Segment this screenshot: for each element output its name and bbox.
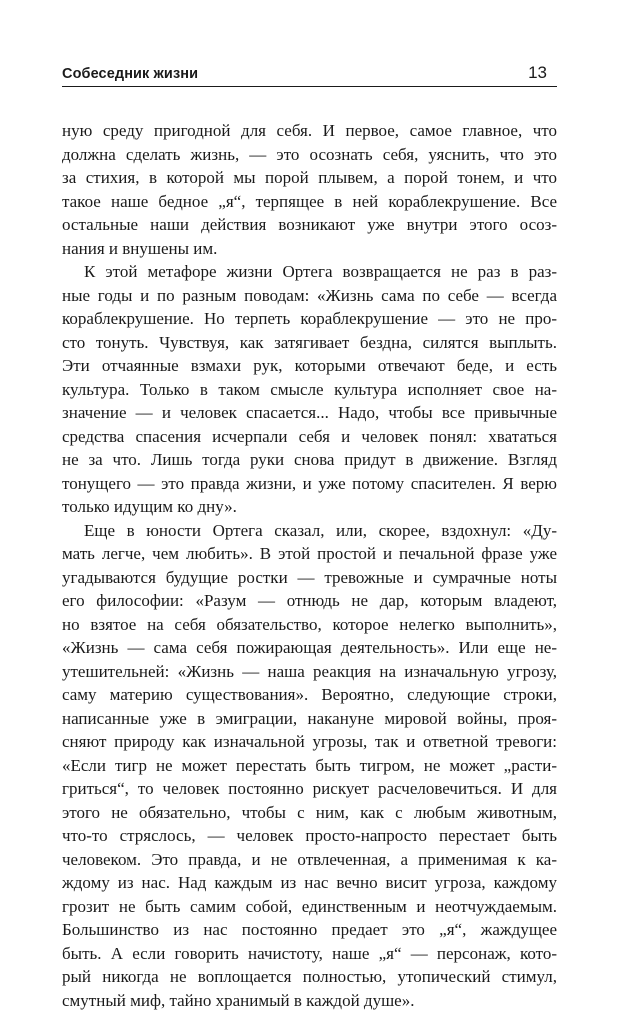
text-line: «Если тигр не может перестать быть тигром, не может „расти- (62, 754, 557, 778)
text-line: Еще в юности Ортега сказал, или, скорее, вздохнул: «Ду- (62, 519, 557, 543)
text-line: написанные уже в эмиграции, накануне мировой войны, проя- (62, 707, 557, 731)
text-line: этого не обязательно, чтобы с ним, как с любым животным, (62, 801, 557, 825)
text-line: что-то стряслось, — человек просто-напросто перестает быть (62, 824, 557, 848)
text-line: быть. А если говорить начистоту, наше „я“ — персонаж, кото- (62, 942, 557, 966)
text-line: ждому из нас. Над каждым из нас вечно висит угроза, каждому (62, 871, 557, 895)
text-line: сто тонуть. Чувствуя, как затягивает бездна, силятся выплыть. (62, 331, 557, 355)
text-line: ные годы и по разным поводам: «Жизнь сама по себе — всегда (62, 284, 557, 308)
text-line: Большинство из нас постоянно предает это „я“, жаждущее (62, 918, 557, 942)
text-line: средства спасения исчерпали себя и человек понял: хвататься (62, 425, 557, 449)
text-line: не за что. Лишь тогда руки снова придут в движение. Взгляд (62, 448, 557, 472)
text-line: угадываются будущие ростки — тревожные и сумрачные ноты (62, 566, 557, 590)
text-line: только идущим ко дну». (62, 495, 557, 519)
text-line: «Жизнь — сама себя пожирающая деятельность». Или еще не- (62, 636, 557, 660)
text-line: грозит не быть самим собой, единственным и неотчуждаемым. (62, 895, 557, 919)
text-line: такое наше бедное „я“, терпящее в ней кораблекрушение. Все (62, 190, 557, 214)
running-head (62, 60, 557, 87)
text-line: сняют природу как изначальной угрозы, так и ответной тревоги: (62, 730, 557, 754)
text-line: значение — и человек спасается... Надо, чтобы все привычные (62, 401, 557, 425)
text-line: человеком. Это правда, и не отвлеченная, а применимая к ка- (62, 848, 557, 872)
text-line: К этой метафоре жизни Ортега возвращается не раз в раз- (62, 260, 557, 284)
text-line: культура. Только в таком смысле культура исполняет свое на- (62, 378, 557, 402)
text-line: гриться“, то человек постоянно рискует расчеловечиться. И для (62, 777, 557, 801)
text-line: утешительней: «Жизнь — наша реакция на изначальную угрозу, (62, 660, 557, 684)
text-line: но взятое на себя обязательство, которое нелегко выполнить», (62, 613, 557, 637)
text-line: тонущего — это правда жизни, и уже потому спасителен. Я верю (62, 472, 557, 496)
text-line: за стихия, в которой мы порой плывем, а порой тонем, и что (62, 166, 557, 190)
text-line: рый никогда не воплощается полностью, утопический стимул, (62, 965, 557, 989)
paragraph (62, 519, 557, 1012)
book-page (62, 60, 557, 1012)
running-title: Собеседник жизни (62, 61, 198, 87)
text-line: должна сделать жизнь, — это осознать себя, уяснить, что это (62, 143, 557, 167)
paragraph (62, 260, 557, 519)
text-line: остальные наши действия возникают уже внутри этого осоз- (62, 213, 557, 237)
paragraph (62, 119, 557, 260)
page-number: 13 (528, 60, 557, 86)
text-line: его философии: «Разум — отнюдь не дар, которым владеют, (62, 589, 557, 613)
text-line: кораблекрушение. Но терпеть кораблекрушение — это не про- (62, 307, 557, 331)
text-line: ную среду пригодной для себя. И первое, самое главное, что (62, 119, 557, 143)
text-line: мать легче, чем любить». В этой простой и печальной фразе уже (62, 542, 557, 566)
text-line: саму материю существования». Вероятно, следующие строки, (62, 683, 557, 707)
text-line: смутный миф, тайно хранимый в каждой душе». (62, 989, 557, 1012)
text-line: Эти отчаянные взмахи рук, которыми отвечают беде, и есть (62, 354, 557, 378)
text-line: нания и внушены им. (62, 237, 557, 261)
body-text (62, 119, 557, 1012)
